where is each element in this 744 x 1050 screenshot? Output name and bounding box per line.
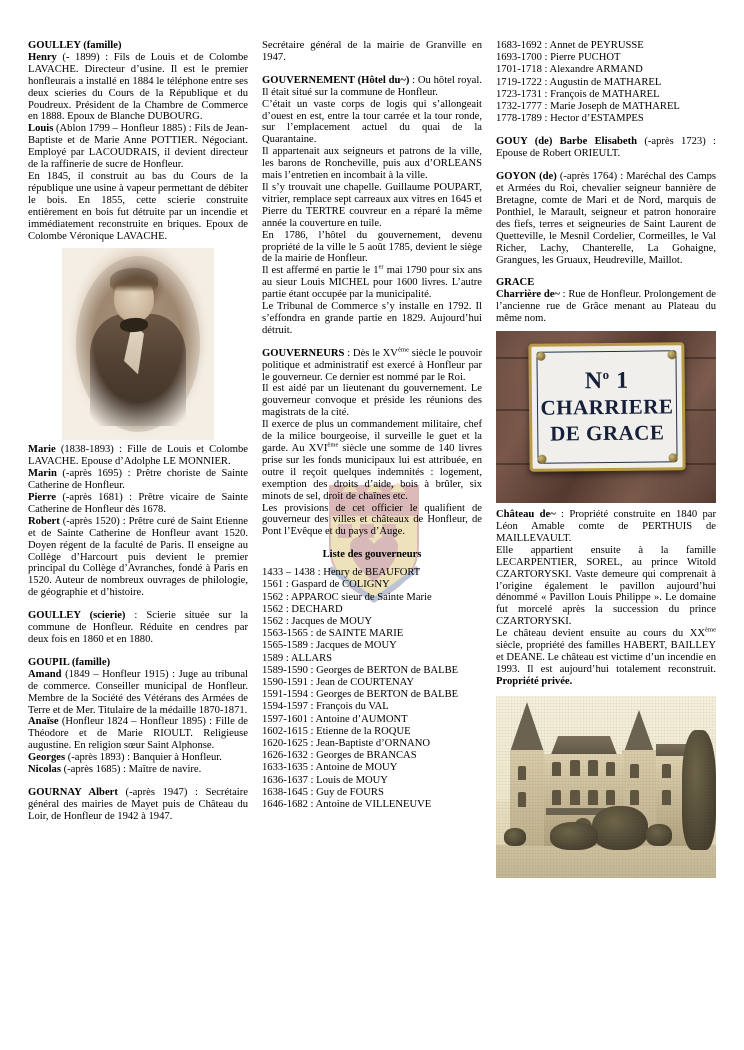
paragraph-chapelle: Il s’y trouvait une chapelle. Guillaume POUPART, vitrier, remplace sept carreaux aux vitres en 1645 et Pierre du TERTRE couvreur en a réparé la même année la couverture en tuile.: [262, 181, 482, 229]
entry-lead-pierre: Pierre: [28, 492, 57, 504]
list-item: 1719-1722 : Augustin de MATHAREL: [496, 76, 662, 88]
list-item: 1589 : ALLARS: [262, 652, 333, 664]
ordinal-suffix-eme: ème: [397, 346, 409, 354]
spacer: [262, 538, 482, 549]
spacer: [496, 125, 716, 136]
list-item: 1591-1594 : Georges de BERTON de BALBE: [262, 689, 459, 701]
chateau-pre: Le château devient ensuite au cours du XX: [496, 628, 706, 640]
chateau-photo: [496, 696, 716, 878]
list-item: 1597-1601 : Antoine d’AUMONT: [262, 713, 408, 725]
list-item: 1723-1731 : François de MATHAREL: [496, 88, 660, 100]
entry-goulley-marie: [28, 444, 248, 468]
list-item: 1778-1789 : Hector d’ESTAMPES: [496, 113, 644, 125]
entry-lead-gouvernement: GOUVERNEMENT (Hôtel du~): [262, 74, 410, 86]
portrait-image-sepia: [62, 248, 214, 440]
entry-body-goulley-scierie: : Scierie située sur la commune de Honfleur. Réduite en cendres par deux fois en 1860 et en 1880.: [28, 610, 249, 645]
list-item: 1646-1682 : Antoine de VILLENEUVE: [262, 799, 432, 811]
entry-heading-goupil-famille: GOUPIL (famille): [28, 656, 111, 668]
entry-body-gouy: (-après 1723) : Epouse de Robert ORIEULT.: [496, 136, 717, 160]
entry-heading-goulley-famille: GOULLEY (famille): [28, 40, 122, 51]
list-item: 1693-1700 : Pierre PUCHOT: [496, 52, 621, 64]
ordinal-suffix-er: er: [378, 263, 384, 271]
list-item: 1562 : APPAROC sieur de Sainte Marie: [262, 591, 432, 603]
portrait-photo: [62, 248, 214, 440]
column-1: [28, 40, 248, 823]
list-item: 1701-1718 : Alexandre ARMAND: [496, 64, 643, 76]
list-item: 1620-1625 : Jean-Baptiste d’ORNANO: [262, 738, 431, 749]
list-item: 1565-1589 : Jacques de MOUY: [262, 640, 397, 652]
entry-charriere-de-grace: [496, 289, 716, 325]
entry-lead-gouverneurs: GOUVERNEURS: [262, 347, 345, 359]
entry-body-gournay-albert: (-après 1947) : Secrétaire général des mairies de Mayet puis de Château du Loir, de Honfleur de 1942 à 1947.: [28, 786, 248, 822]
plate-line-street: CHARRIERE: [540, 394, 674, 420]
entry-gouvernement-hotel: [262, 75, 482, 99]
afferme-pre: Il est affermé en partie le 1: [262, 265, 379, 277]
spacer: [262, 337, 482, 348]
entry-goupil-amand: [28, 669, 248, 717]
ordinal-suffix-eme-xx: ème: [705, 626, 716, 634]
entry-goulley-scierie: [28, 610, 248, 646]
gouverneurs-post: siècle le pouvoir politique et administratif est exercé à Honfleur par le gouverneur. Ce dernier est nommé par le Roi.: [262, 347, 482, 383]
entry-lead-louis: Louis: [28, 123, 54, 135]
entry-lead-chateau: Château de~: [496, 509, 556, 521]
plate-number-value: 1: [616, 367, 629, 395]
list-item: 1636-1637 : Louis de MOUY: [262, 774, 388, 786]
spacer: [28, 599, 248, 610]
ordinal-suffix-eme-xvi: ème: [327, 441, 339, 449]
governors-list-part-1: [262, 567, 482, 811]
paragraph-gournay-continuation: Secrétaire général de la mairie de Granville en 1947.: [262, 40, 482, 63]
entry-body-amand: (1849 – Honfleur 1915) : Juge au tribunal de commerce. Conseiller municipal de Honfleur. Membre de la Société des Vétérans des Armées de Terre et de Mer. Titulaire de la médaille 1870-1871.: [28, 668, 248, 716]
entry-goulley-pierre: [28, 492, 248, 516]
gouverneurs-pre: : Dès le XV: [344, 347, 398, 359]
entry-heading-grace: GRACE: [496, 277, 535, 289]
entry-lead-amand: Amand: [28, 668, 62, 680]
paragraph-seigneurs-patrons: Il appartenait aux seigneurs et patrons de la ville, les barons de Roncheville, puis aux d’ORLEANS mais l’entretien en incombait à la ville.: [262, 146, 482, 182]
entry-goupil-georges: [28, 752, 248, 764]
paragraph-chateau-proprietaires: Elle appartient ensuite à la famille LECARPENTIER, SOREL, au prince Witold CZARTORYSKI. Vaste demeure qui comprenait à l’origine également le pavillon aujourd’hui dénommé « Pavillon Louis Philippe ». Le domaine fut morcelé après la succession du prince CZARTORYSKI.: [496, 544, 716, 628]
list-item: 1626-1632 : Georges de BRANCAS: [262, 750, 417, 762]
paragraph-provisions-officier: Les provisions de cet officier le qualifient de gouverneur des villes et châteaux de Honfleur, de Pont l’Evêque et du pays d’Auge.: [262, 502, 482, 538]
entry-body-marie: (1838-1893) : Fille de Louis et Colombe LAVACHE. Epouse d’Adolphe LE MONNIER.: [28, 444, 248, 468]
entry-goupil-anaise: [28, 716, 248, 752]
list-item: 1589-1590 : Georges de BERTON de BALBE: [262, 664, 459, 676]
entry-body-henry: (- 1899) : Fils de Louis et de Colombe LAVACHE. Directeur d’usine. Il est le premier honfleurais a installé en 1884 le téléphone entre ses deux scieries du Cours de la République et du Poudreux. Président de la Chambre de Commerce en 1888. Epoux de Blanche DUBOURG.: [28, 51, 248, 123]
entry-body-louis: (Ablon 1799 – Honfleur 1885) : Fils de Jean-Baptiste et de Marie Anne POTTIER. Négociant. Employé par LACOUDRAIS, il devient directeur de la raffinerie de sucre de Honfleur.: [28, 123, 248, 171]
list-item: 1562 : Jacques de MOUY: [262, 615, 373, 627]
paragraph-lieutenant-gouvernement: Il est aidé par un lieutenant du gouvernement. Le gouverneur convoque et préside les réunions des magistrats de la cité.: [262, 383, 482, 419]
entry-body-pierre: (-après 1681) : Prêtre vicaire de Sainte Catherine de Honfleur dès 1678.: [28, 492, 248, 515]
entry-body-marin: (-après 1695) : Prêtre choriste de Sainte Catherine de Honfleur.: [28, 468, 248, 492]
paragraph-louis-usine: En 1845, il construit au bas du Cours de la république une usine à vapeur permettant de débiter le bois. En 1855, cette scierie construite entièrement en bois fut détruite par un incendie et immédiatement reconstruite en briques. Epoux de Colombe Véronique LAVACHE.: [28, 170, 248, 242]
entry-lead-gouy: GOUY (de) Barbe Elisabeth: [496, 136, 638, 148]
plate-text: [535, 353, 678, 460]
entry-lead-goulley-scierie: GOULLEY (scierie): [28, 610, 126, 622]
plate-line-street-2: DE GRACE: [550, 420, 665, 446]
plate-ordinal-o: o: [602, 367, 610, 383]
entry-goyon-de: [496, 171, 716, 266]
column-3: [496, 40, 716, 878]
chateau-post: siècle, propriété des familles HABERT, BAILLEY et DEANE. Le château est victime d’un incendie en 1993. Il est aujourd’hui totalement reconstruit.: [496, 640, 716, 675]
street-sign-photo: [496, 331, 716, 503]
entry-lead-robert: Robert: [28, 515, 60, 527]
entry-chateau-de-grace: [496, 509, 716, 545]
governors-list-title: Liste des gouverneurs: [322, 549, 422, 561]
governors-list-part-2: [496, 40, 716, 125]
photo-grain-overlay: [496, 696, 716, 878]
list-item: 1590-1591 : Jean de COURTENAY: [262, 676, 414, 688]
paragraph-chateau-xxe-siecle: [496, 628, 716, 688]
militaire-post: siècle une somme de 140 livres prise sur les fonds municipaux lui est attribuée, en outre il reçoit quelques indemnités : logement, exemption des droits d’aide, bois à brûler, six minots de sel, droit de chaînes etc.: [262, 443, 482, 502]
entry-goulley-henry: [28, 52, 248, 123]
propriete-privee-badge: Propriété privée.: [496, 675, 573, 687]
entry-gouy-de-barbe-elisabeth: [496, 136, 716, 160]
entry-lead-gournay-albert: GOURNAY Albert: [28, 786, 118, 798]
entry-lead-marin: Marin: [28, 468, 57, 480]
entry-lead-georges: Georges: [28, 752, 66, 764]
list-item: 1563-1565 : de SAINTE MARIE: [262, 628, 404, 640]
paragraph-1786-mairie: En 1786, l’hôtel du gouvernement, devenu propriété de la ville le 5 août 1785, devient le siège de la mairie de Honfleur.: [262, 229, 482, 265]
afferme-post: mai 1790 pour six ans au sieur Louis MICHEL pour 1600 livres. L’autre partie étant occupée par la municipalité.: [262, 265, 482, 301]
list-item: 1638-1645 : Guy de FOURS: [262, 786, 384, 798]
list-item: 1732-1777 : Marie Joseph de MATHAREL: [496, 101, 680, 113]
enamel-street-plate: [528, 342, 685, 472]
list-item: 1594-1597 : François du VAL: [262, 701, 389, 713]
spacer: [28, 776, 248, 787]
entry-lead-nicolas: Nicolas: [28, 764, 61, 776]
entry-goulley-marin: [28, 468, 248, 492]
entry-lead-goyon: GOYON (de): [496, 171, 557, 183]
spacer: [262, 64, 482, 75]
paragraph-afferme-1790: [262, 265, 482, 301]
entry-gournay-albert: [28, 787, 248, 823]
paragraph-tribunal-commerce: Le Tribunal de Commerce s’y installe en 1792. Il s’effondra en grande partie en 1829. Aujourd’hui détruit.: [262, 301, 482, 336]
entry-body-gouvernement: : Ou hôtel royal. Il était situé sur la commune de Honfleur.: [262, 74, 482, 98]
three-column-layout: [28, 40, 724, 1000]
plate-line-number: [585, 368, 629, 394]
column-2: [262, 40, 482, 811]
entry-body-anaise: (Honfleur 1824 – Honfleur 1895) : Fille de Théodore et de Marie RIOULT. Religieuse augustine. En religion sœur Saint Alphonse.: [28, 716, 248, 752]
spacer: [496, 266, 716, 277]
list-item: 1602-1615 : Etienne de la ROQUE: [262, 725, 411, 737]
list-item: 1561 : Gaspard de COLIGNY: [262, 579, 390, 591]
entry-goulley-louis: [28, 123, 248, 171]
list-item: 1683-1692 : Annet de PEYRUSSE: [496, 40, 644, 51]
entry-body-charriere: : Rue de Honfleur. Prolongement de l’ancienne rue de Grâce menant au Plateau du même nom.: [496, 289, 717, 325]
entry-body-nicolas: (-après 1685) : Maître de navire.: [60, 764, 202, 776]
entry-goulley-robert: [28, 516, 248, 599]
list-item: 1633-1635 : Antoine de MOUY: [262, 762, 398, 774]
spacer: [496, 160, 716, 171]
portrait-edge-fade: [62, 248, 214, 440]
paragraph-commandement-militaire: [262, 419, 482, 502]
militaire-pre: Il exerce de plus un commandement militaire, chef de la milice bourgeoise, il surveille le guet et la garde. Au XVI: [262, 419, 482, 454]
list-item: 1433 – 1438 : Henry de BEAUFORT: [262, 567, 421, 579]
spacer: [28, 646, 248, 657]
entry-lead-charriere: Charrière de~: [496, 289, 560, 301]
entry-body-chateau: : Propriété construite en 1840 par Léon Amable comte de PERTHUIS de MAILLEVAULT.: [496, 509, 716, 544]
entry-body-georges: (-après 1893) : Banquier à Honfleur.: [65, 752, 222, 764]
plate-n: N: [584, 368, 603, 395]
entry-body-robert: (-après 1520) : Prêtre curé de Saint Etienne et de Sainte Catherine de Honfleur avant 1520. Doyen régent de la faculté de Paris. Il enseigne au Collège d’Harcourt puis devient le premier principal du Collège d’Avranches, fondé à Paris en 1520. Auteur de nombreux ouvrages de philologie, de géographie et d’histoire.: [28, 515, 248, 599]
entry-lead-marie: Marie: [28, 444, 56, 456]
list-item: 1562 : DECHARD: [262, 603, 343, 615]
entry-body-goyon: (-après 1764) : Maréchal des Camps et Armées du Roi, chevalier seigneur bannière de Bretagne, comte de Mari et de Nord, marquis de Ponthiel, le Marault, seigneur et patron honoraire des fiefs, terres et seigneuries de Saint Laurent de Quetteville, le Mesnil Cordelier, Cormeilles, le Val Richer, Lachy, Chanterelle, La Gohaigne, Grangues, les Gruaux, Heudreville, Maillot.: [496, 171, 716, 266]
paragraph-corps-de-logis: C’était un vaste corps de logis qui s’allongeait d’ouest en est, entre la tour carrée et la tour ronde, sur l’emplacement actuel du quai de la Quarantaine.: [262, 98, 482, 146]
entry-lead-henry: Henry: [28, 51, 57, 63]
entry-goupil-nicolas: [28, 764, 248, 776]
entry-lead-anaise: Anaïse: [28, 716, 59, 728]
entry-gouverneurs: [262, 348, 482, 384]
